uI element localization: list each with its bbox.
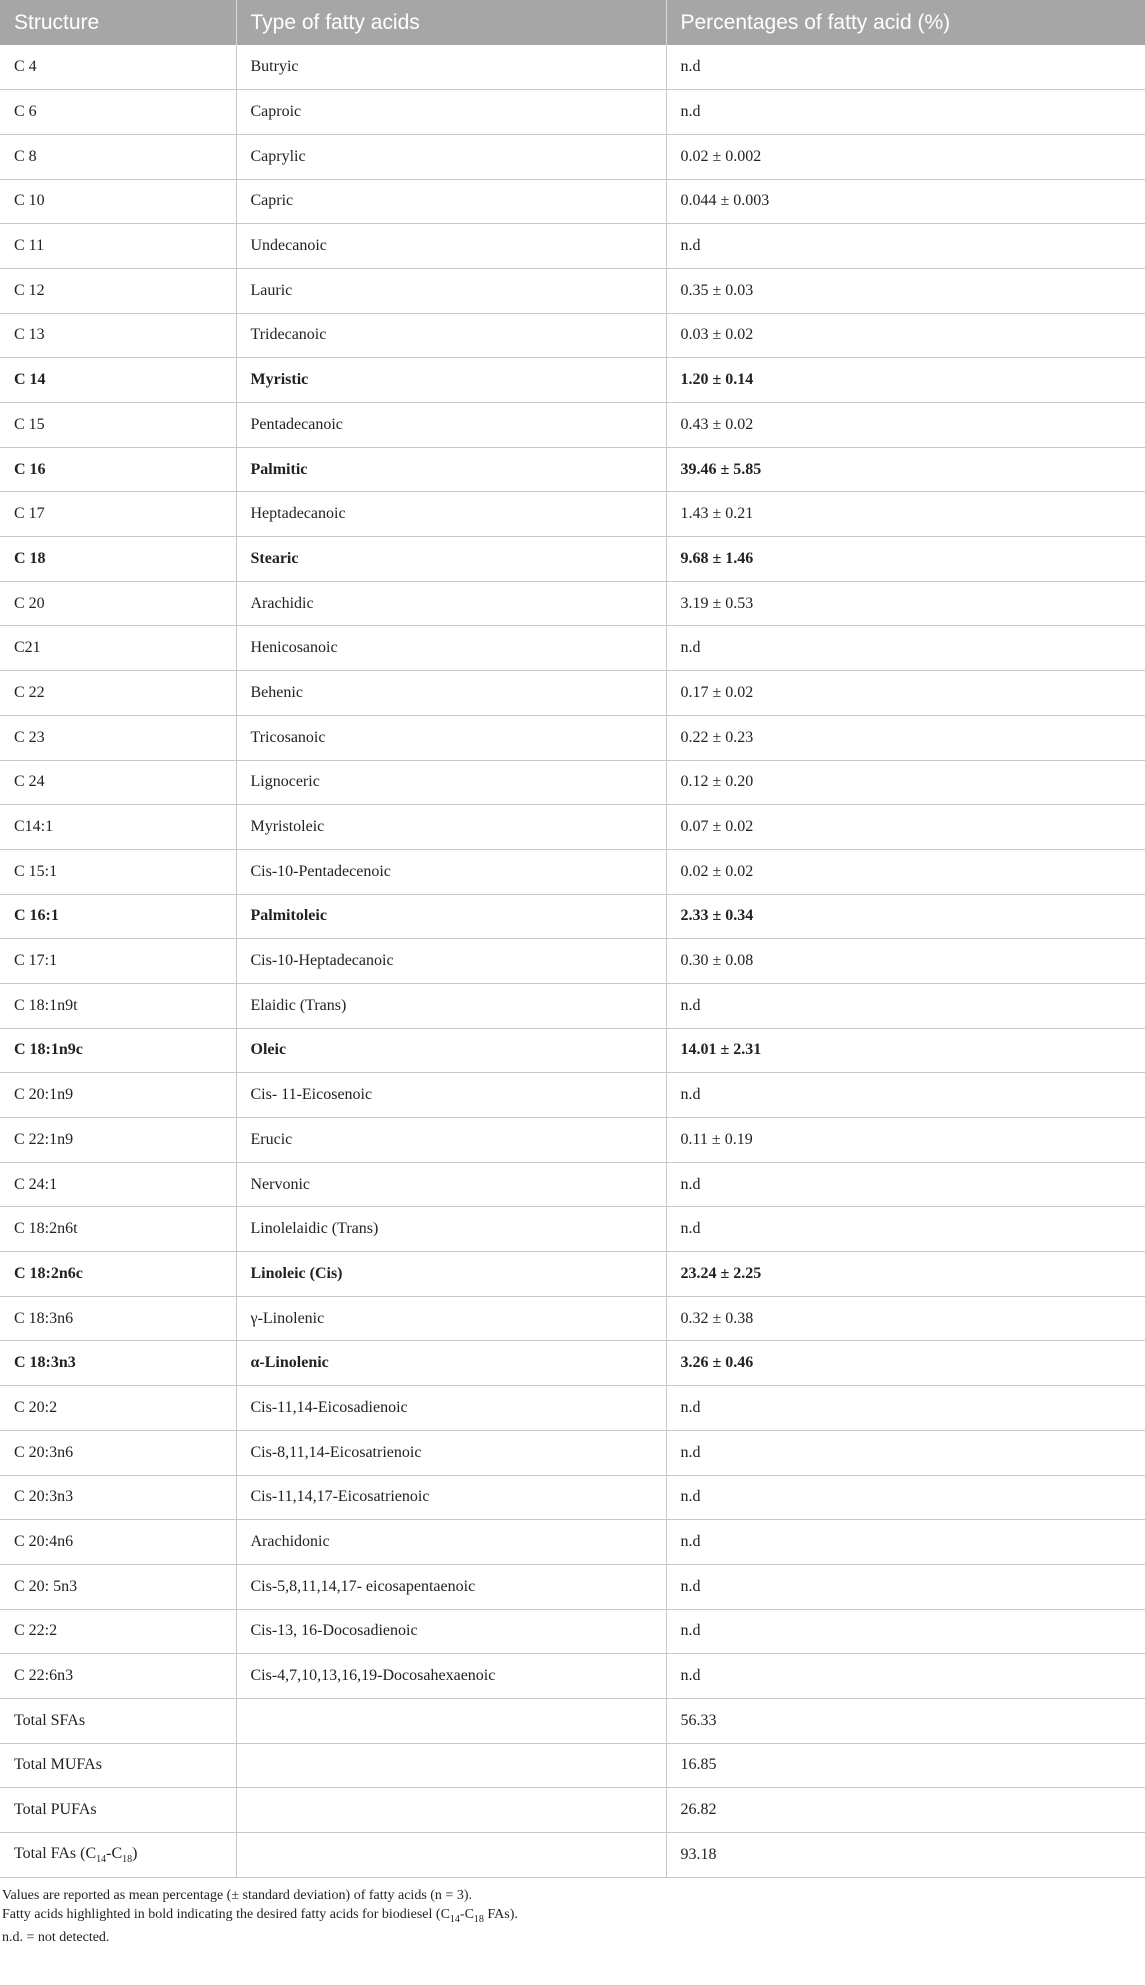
cell-structure: C21	[0, 626, 236, 671]
table-row	[0, 1386, 1145, 1431]
cell-structure: C 20:3n3	[0, 1475, 236, 1520]
table-row	[0, 626, 1145, 671]
cell-structure: C 16	[0, 447, 236, 492]
cell-percentage: 0.30 ± 0.08	[666, 939, 1145, 984]
footnote-sub1: 14	[449, 1913, 460, 1925]
header-percentage: Percentages of fatty acid (%)	[680, 10, 951, 34]
cell-structure: C 4	[0, 45, 236, 90]
cell-percentage: n.d	[666, 224, 1145, 269]
footnote-bold-mid: -C	[459, 1906, 474, 1922]
cell-type: Pentadecanoic	[236, 403, 666, 448]
cell-type: Nervonic	[236, 1162, 666, 1207]
cell-structure: C 18:1n9t	[0, 983, 236, 1028]
cell-type: α-Linolenic	[236, 1341, 666, 1386]
cell-type: Palmitic	[236, 447, 666, 492]
cell-type: Tridecanoic	[236, 313, 666, 358]
table-row	[0, 849, 1145, 894]
cell-structure: C 15	[0, 403, 236, 448]
cell-type: Cis-13, 16-Docosadienoic	[236, 1609, 666, 1654]
cell-structure: C 18:2n6c	[0, 1252, 236, 1297]
table-row	[0, 268, 1145, 313]
table-body	[0, 45, 1145, 1877]
cell-percentage: n.d	[666, 1430, 1145, 1475]
cell-percentage: 26.82	[666, 1788, 1145, 1833]
cell-percentage: n.d	[666, 1386, 1145, 1431]
cell-percentage: 0.32 ± 0.38	[666, 1296, 1145, 1341]
cell-percentage: n.d	[666, 1475, 1145, 1520]
table-row	[0, 805, 1145, 850]
cell-percentage: 1.20 ± 0.14	[666, 358, 1145, 403]
cell-percentage: 3.26 ± 0.46	[666, 1341, 1145, 1386]
table-row	[0, 715, 1145, 760]
table-row-total-fas	[0, 1833, 1145, 1878]
cell-structure: C 18:3n6	[0, 1296, 236, 1341]
cell-type: Cis-11,14,17-Eicosatrienoic	[236, 1475, 666, 1520]
cell-structure: C 13	[0, 313, 236, 358]
cell-type: Capric	[236, 179, 666, 224]
table-row	[0, 447, 1145, 492]
table-row	[0, 1609, 1145, 1654]
cell-percentage: 0.07 ± 0.02	[666, 805, 1145, 850]
cell-structure: C 20	[0, 581, 236, 626]
cell-type: γ-Linolenic	[236, 1296, 666, 1341]
table-row	[0, 760, 1145, 805]
cell-type: Butryic	[236, 45, 666, 90]
cell-percentage: 0.02 ± 0.02	[666, 849, 1145, 894]
cell-type: Cis-4,7,10,13,16,19-Docosahexaenoic	[236, 1654, 666, 1699]
cell-percentage: 0.22 ± 0.23	[666, 715, 1145, 760]
cell-structure: C14:1	[0, 805, 236, 850]
cell-percentage: 0.35 ± 0.03	[666, 268, 1145, 313]
table-row	[0, 1252, 1145, 1297]
cell-structure: Total PUFAs	[0, 1788, 236, 1833]
cell-type: Cis-8,11,14-Eicosatrienoic	[236, 1430, 666, 1475]
cell-structure: C 17:1	[0, 939, 236, 984]
cell-percentage: 23.24 ± 2.25	[666, 1252, 1145, 1297]
table-row	[0, 1430, 1145, 1475]
cell-structure: C 14	[0, 358, 236, 403]
cell-percentage: n.d	[666, 1207, 1145, 1252]
footnote-bold-prefix: Fatty acids highlighted in bold indicating the desired fatty acids for biodiesel (C	[2, 1906, 450, 1922]
total-fas-sub1: 14	[96, 1853, 107, 1865]
cell-type: Elaidic (Trans)	[236, 983, 666, 1028]
table-row	[0, 1207, 1145, 1252]
cell-type: Tricosanoic	[236, 715, 666, 760]
table-row	[0, 358, 1145, 403]
cell-type: Behenic	[236, 671, 666, 716]
cell-percentage: n.d	[666, 1520, 1145, 1565]
cell-type	[236, 1743, 666, 1788]
table-header	[0, 0, 1145, 45]
cell-type: Cis-11,14-Eicosadienoic	[236, 1386, 666, 1431]
table-row	[0, 134, 1145, 179]
cell-structure: C 12	[0, 268, 236, 313]
table-row	[0, 45, 1145, 90]
cell-type: Oleic	[236, 1028, 666, 1073]
cell-structure: C 10	[0, 179, 236, 224]
cell-structure: C 20: 5n3	[0, 1564, 236, 1609]
total-fas-prefix: Total FAs (C	[14, 1844, 97, 1862]
cell-percentage: n.d	[666, 1162, 1145, 1207]
cell-type	[236, 1833, 666, 1878]
header-type: Type of fatty acids	[236, 0, 666, 45]
cell-percentage: 1.43 ± 0.21	[666, 492, 1145, 537]
table-row	[0, 403, 1145, 448]
cell-percentage: n.d	[666, 626, 1145, 671]
cell-type: Myristoleic	[236, 805, 666, 850]
cell-structure: C 18:1n9c	[0, 1028, 236, 1073]
table-row	[0, 1475, 1145, 1520]
footnote-sub2: 18	[473, 1913, 484, 1925]
cell-type: Stearic	[236, 537, 666, 582]
cell-structure: C 20:2	[0, 1386, 236, 1431]
cell-type: Undecanoic	[236, 224, 666, 269]
cell-percentage: 0.43 ± 0.02	[666, 403, 1145, 448]
footnote-values: Values are reported as mean percentage (± standard deviation) of fatty acids (n = 3).	[2, 1887, 472, 1903]
cell-percentage: n.d	[666, 90, 1145, 135]
cell-structure: C 23	[0, 715, 236, 760]
cell-percentage: 14.01 ± 2.31	[666, 1028, 1145, 1073]
table-row	[0, 671, 1145, 716]
cell-structure: C 11	[0, 224, 236, 269]
cell-percentage: 0.03 ± 0.02	[666, 313, 1145, 358]
cell-percentage: 16.85	[666, 1743, 1145, 1788]
table-row	[0, 224, 1145, 269]
table-row	[0, 1788, 1145, 1833]
footnote-nd: n.d. = not detected.	[2, 1930, 110, 1946]
cell-type: Arachidonic	[236, 1520, 666, 1565]
cell-structure: C 16:1	[0, 894, 236, 939]
cell-type: Heptadecanoic	[236, 492, 666, 537]
cell-percentage: n.d	[666, 45, 1145, 90]
cell-structure: C 18	[0, 537, 236, 582]
cell-type: Arachidic	[236, 581, 666, 626]
table-row	[0, 983, 1145, 1028]
cell-structure: C 8	[0, 134, 236, 179]
table-row	[0, 1296, 1145, 1341]
table-row	[0, 1073, 1145, 1118]
cell-structure: C 20:1n9	[0, 1073, 236, 1118]
cell-type: Caprylic	[236, 134, 666, 179]
header-row	[0, 0, 1145, 45]
cell-structure: C 18:3n3	[0, 1341, 236, 1386]
cell-percentage: 0.11 ± 0.19	[666, 1118, 1145, 1163]
table-row	[0, 581, 1145, 626]
total-fas-mid: -C	[106, 1844, 123, 1862]
footnote-bold-suffix: FAs).	[483, 1906, 518, 1922]
table-row	[0, 1564, 1145, 1609]
table-row	[0, 1118, 1145, 1163]
cell-percentage: 39.46 ± 5.85	[666, 447, 1145, 492]
cell-percentage: 2.33 ± 0.34	[666, 894, 1145, 939]
cell-structure: C 20:3n6	[0, 1430, 236, 1475]
cell-type: Myristic	[236, 358, 666, 403]
table-row	[0, 939, 1145, 984]
total-fas-suffix: )	[132, 1844, 138, 1862]
footnote-bold	[2, 1905, 1145, 1929]
cell-type	[236, 1788, 666, 1833]
cell-structure: C 17	[0, 492, 236, 537]
table-row	[0, 1654, 1145, 1699]
cell-type: Linolelaidic (Trans)	[236, 1207, 666, 1252]
cell-structure: C 20:4n6	[0, 1520, 236, 1565]
table-row	[0, 1698, 1145, 1743]
cell-type: Caproic	[236, 90, 666, 135]
table-row	[0, 1520, 1145, 1565]
table-row	[0, 492, 1145, 537]
cell-type: Lignoceric	[236, 760, 666, 805]
cell-type	[236, 1698, 666, 1743]
table-row	[0, 894, 1145, 939]
cell-structure: C 6	[0, 90, 236, 135]
table-row	[0, 313, 1145, 358]
table-row	[0, 179, 1145, 224]
header-structure: Structure	[0, 0, 236, 45]
total-fas-sub2: 18	[122, 1853, 133, 1865]
cell-structure: Total MUFAs	[0, 1743, 236, 1788]
table-row	[0, 1162, 1145, 1207]
cell-percentage: n.d	[666, 1609, 1145, 1654]
cell-structure: C 22:6n3	[0, 1654, 236, 1699]
cell-percentage: 3.19 ± 0.53	[666, 581, 1145, 626]
cell-percentage: 9.68 ± 1.46	[666, 537, 1145, 582]
cell-structure	[0, 1833, 236, 1878]
cell-type: Linoleic (Cis)	[236, 1252, 666, 1297]
cell-type: Cis- 11-Eicosenoic	[236, 1073, 666, 1118]
cell-type: Cis-10-Pentadecenoic	[236, 849, 666, 894]
cell-structure: C 22	[0, 671, 236, 716]
cell-structure: C 18:2n6t	[0, 1207, 236, 1252]
cell-percentage: 0.12 ± 0.20	[666, 760, 1145, 805]
cell-percentage: 56.33	[666, 1698, 1145, 1743]
cell-structure: C 24:1	[0, 1162, 236, 1207]
cell-percentage: 93.18	[666, 1833, 1145, 1878]
cell-percentage: 0.17 ± 0.02	[666, 671, 1145, 716]
table-row	[0, 1028, 1145, 1073]
cell-structure: Total SFAs	[0, 1698, 236, 1743]
cell-percentage: n.d	[666, 1073, 1145, 1118]
cell-percentage: n.d	[666, 1654, 1145, 1699]
cell-percentage: n.d	[666, 983, 1145, 1028]
table-row	[0, 1743, 1145, 1788]
cell-structure: C 22:2	[0, 1609, 236, 1654]
table-row	[0, 1341, 1145, 1386]
cell-type: Henicosanoic	[236, 626, 666, 671]
table-footnotes	[0, 1878, 1145, 1948]
cell-type: Palmitoleic	[236, 894, 666, 939]
cell-structure: C 15:1	[0, 849, 236, 894]
cell-type: Lauric	[236, 268, 666, 313]
table-row	[0, 90, 1145, 135]
table-row	[0, 537, 1145, 582]
cell-percentage: 0.044 ± 0.003	[666, 179, 1145, 224]
cell-structure: C 24	[0, 760, 236, 805]
cell-type: Cis-10-Heptadecanoic	[236, 939, 666, 984]
cell-type: Cis-5,8,11,14,17- eicosapentaenoic	[236, 1564, 666, 1609]
cell-type: Erucic	[236, 1118, 666, 1163]
cell-percentage: 0.02 ± 0.002	[666, 134, 1145, 179]
cell-structure: C 22:1n9	[0, 1118, 236, 1163]
cell-percentage: n.d	[666, 1564, 1145, 1609]
